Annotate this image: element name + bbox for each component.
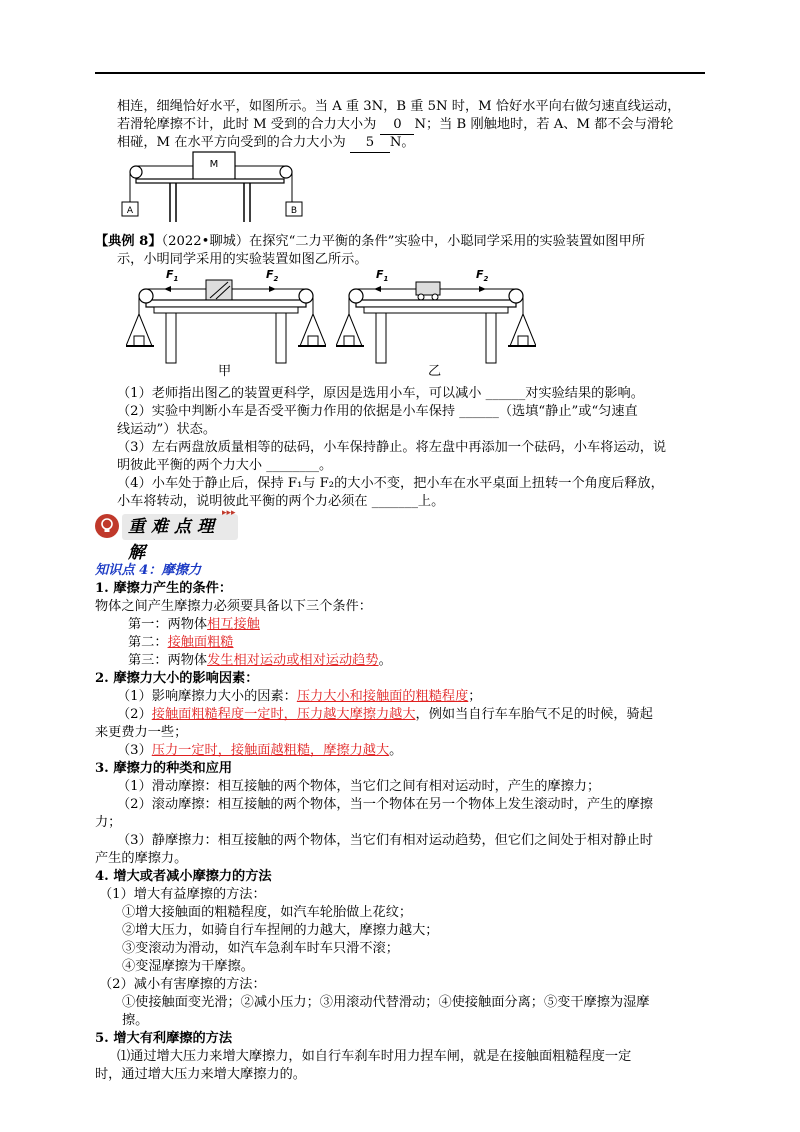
question-4-line-1: （4）小车处于静止后，保持 F₁与 F₂的大小不变，把小车在水平桌面上扭转一个角度后释放， [117,476,664,491]
method-1a: ①增大接触面的粗糙程度，如汽车轮胎做上花纹； [122,905,413,920]
svg-text:F1: $F_1$ [376,268,389,283]
answer-blank-2: 5 [350,133,390,153]
factor-1: （1）影响摩擦力大小的因素：压力大小和接触面的粗糙程度； [117,689,482,704]
svg-text:F1: $F_1$ [166,268,179,283]
caption-yi: 乙 [428,364,442,379]
method-1: （1）增大有益摩擦的方法： [99,887,266,902]
method-2a: ①使接触面变光滑；②减小压力；③用滚动代替滑动；④使接触面分离；⑤变干摩擦为湿摩 [122,995,650,1010]
left-pulley [130,166,142,178]
figure-yi [336,266,536,376]
question-3-line-1: （3）左右两盘放质量相等的砝码，小车保持静止。将左盘中再添加一个砝码，小车将运动，说 [117,440,667,455]
kp4-heading-3: 3. 摩擦力的种类和应用 [95,761,233,776]
method-2: （2）减小有害摩擦的方法： [99,977,266,992]
kp4-title: 知识点 4：摩擦力 [95,563,202,578]
kp4-heading-2: 2. 摩擦力大小的影响因素： [95,671,259,686]
header-rule [95,72,705,74]
example8-line-1: 【典例 8】（2022•聊城）在探究“二力平衡的条件”实验中，小聪同学采用的实验装置如图甲所 [95,234,645,249]
triple-arrow-icon: ▸▸▸ [222,508,236,518]
question-4-line-2: 小车将转动，说明彼此平衡的两个力必须在 _______上。 [117,494,445,509]
figure-jia [126,266,326,376]
block-m-label: M [209,159,219,170]
weight-b-label: B [290,206,298,216]
example8-tag: 【典例 8】 [95,234,162,249]
section-title: 重难点理解 [122,514,238,540]
intro-line-3: 相碰，M 在水平方向受到的合力大小为 5 N。 [117,133,415,153]
method-1c: ③变滚动为滑动，如汽车急刹车时车只滑不滚； [122,941,399,956]
kind-1: （1）滑动摩擦：相互接触的两个物体，当它们之间有相对运动时，产生的摩擦力； [117,779,601,794]
answer-blank-1: 0 [380,115,414,135]
svg-text:F2: $F_2$ [266,268,279,283]
method-1d: ④变湿摩擦为干摩擦。 [122,959,254,974]
kp4-h1-body: 物体之间产生摩擦力必须要具备以下三个条件： [95,599,372,614]
example8-line-2: 示，小明同学采用的实验装置如图乙所示。 [117,252,368,267]
method-2b: 擦。 [122,1013,149,1028]
method-1b: ②增大压力，如骑自行车捏闸的力越大，摩擦力越大； [122,923,439,938]
factor-3: （3）压力一定时，接触面越粗糙，摩擦力越大。 [117,743,403,758]
right-pulley [280,166,292,178]
useful-1-line-1: ⑴通过增大压力来增大摩擦力，如自行车刹车时用力捏车闸，就是在接触面粗糙程度一定 [117,1049,632,1064]
question-1: （1）老师指出图乙的装置更科学，原因是选用小车，可以减小 ______对实验结果的影响。 [117,386,644,401]
svg-text:F2: $F_2$ [476,268,489,283]
condition-1: 第一：两物体相互接触 [128,617,260,632]
condition-2: 第二：接触面粗糙 [128,635,234,650]
factor-2-cont: 来更费力一些； [95,725,188,740]
factor-2: （2）接触面粗糙程度一定时，压力越大摩擦力越大，例如当自行车车胎气不足的时候，骑起 [117,707,653,722]
weight-a-label: A [126,206,134,216]
kind-2-line-2: 力； [95,815,122,830]
question-2-line-2: 线运动”）状态。 [117,422,217,437]
lightbulb-icon [95,514,119,538]
useful-1-line-2: 时，通过增大压力来增大摩擦力的。 [95,1067,306,1082]
kind-2-line-1: （2）滚动摩擦：相互接触的两个物体，当一个物体在另一个物体上发生滚动时，产生的摩擦 [117,797,653,812]
kp4-heading-5: 5. 增大有利摩擦的方法 [95,1031,233,1046]
question-2-line-1: （2）实验中判断小车是否受平衡力作用的依据是小车保持 ______（选填“静止”或“匀速直 [117,404,638,419]
kind-3-line-1: （3）静摩擦力：相互接触的两个物体，当它们有相对运动趋势，但它们之间处于相对静止时 [117,833,653,848]
kp4-heading-4: 4. 增大或者减小摩擦力的方法 [95,869,272,884]
pulley-figure-1 [118,150,308,222]
intro-line-2: 若滑轮摩擦不计，此时 M 受到的合力大小为 0 N；当 B 刚触地时，若 A、M 都不会与滑轮 [117,115,673,135]
kind-3-line-2: 产生的摩擦力。 [95,851,188,866]
question-3-line-2: 明彼此平衡的两个力大小 ________。 [117,458,333,473]
condition-3: 第三：两物体发生相对运动或相对运动趋势。 [128,653,392,668]
caption-jia: 甲 [218,364,232,379]
kp4-heading-1: 1. 摩擦力产生的条件： [95,581,233,596]
intro-line-1: 相连，细绳恰好水平，如图所示。当 A 重 3N，B 重 5N 时，M 恰好水平向右做匀速直线运动， [117,99,681,114]
